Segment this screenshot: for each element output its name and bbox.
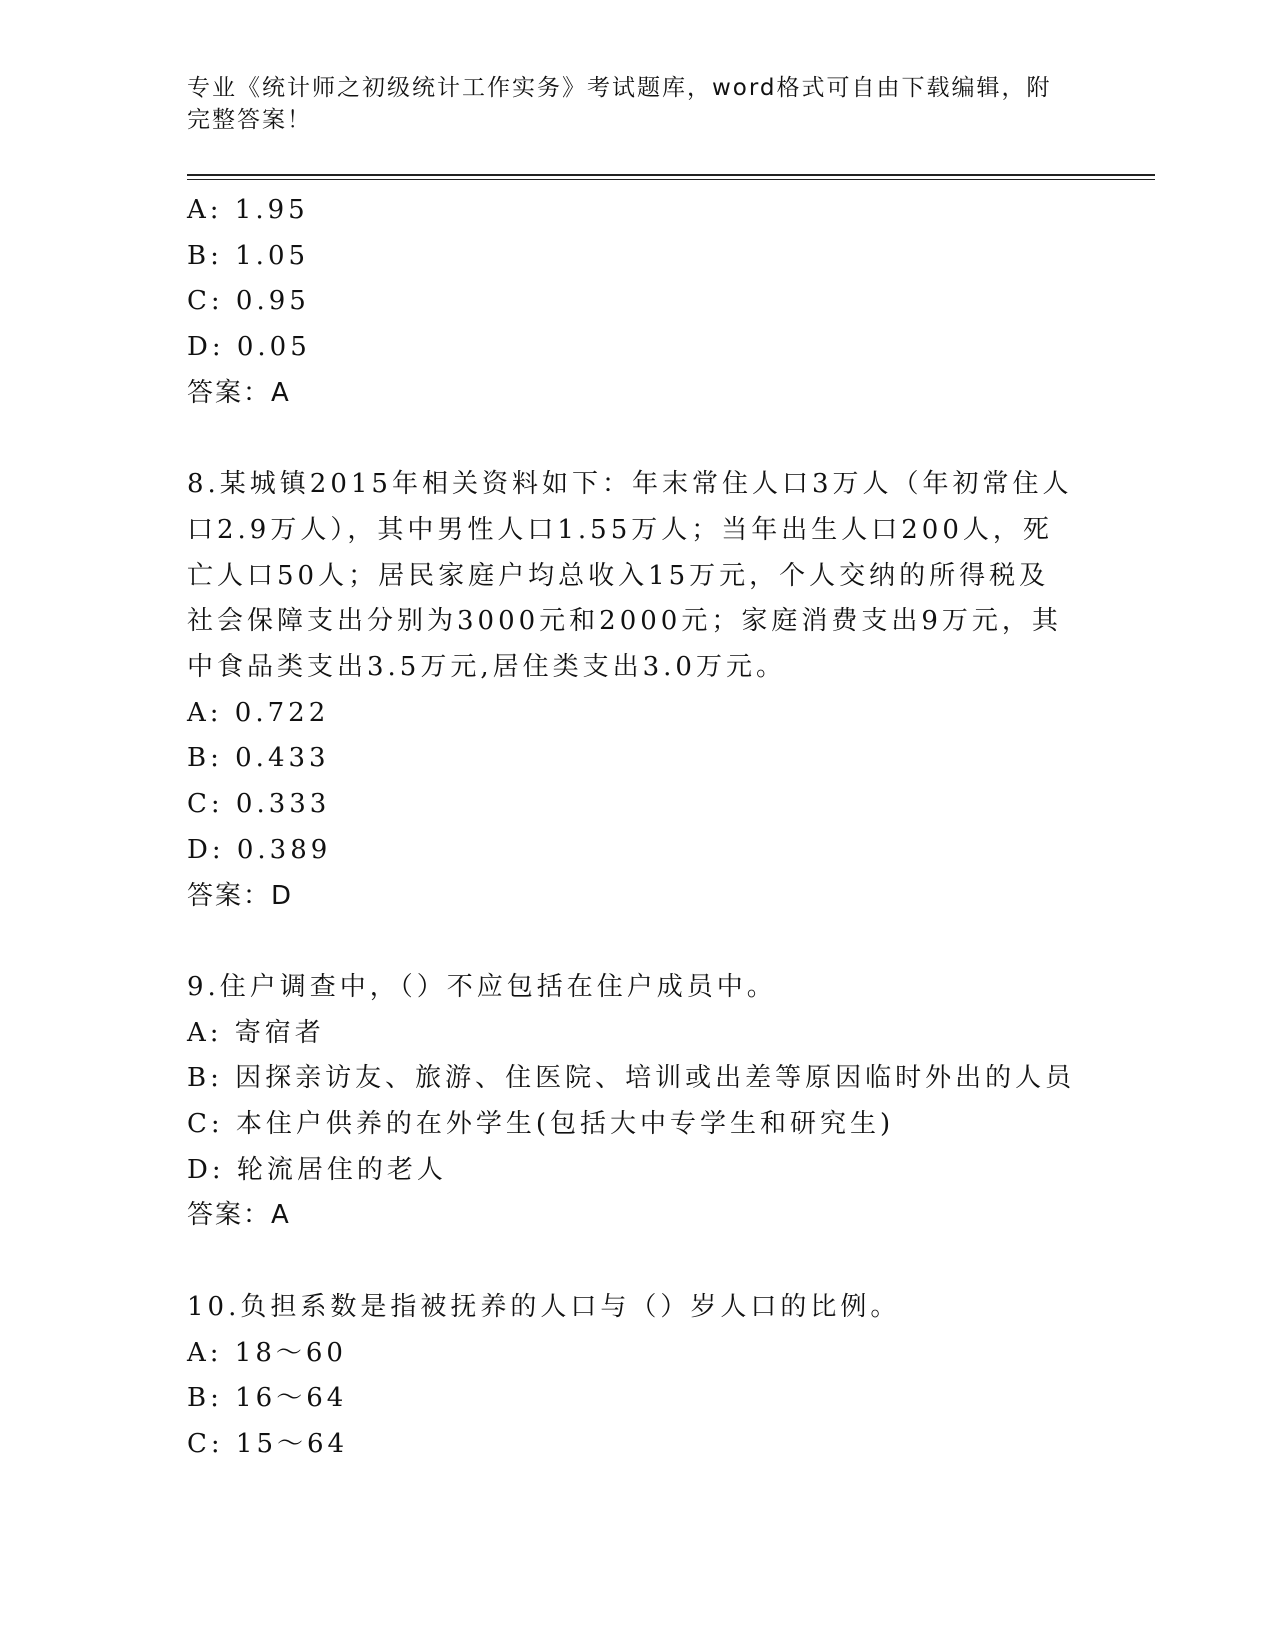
answer-line: 答案：A [187, 377, 291, 408]
option-c: C: 本住户供养的在外学生(包括大中专学生和研究生) [187, 1109, 895, 1140]
spacer [187, 1239, 1087, 1285]
header-divider-thin [187, 179, 1155, 180]
question-text: 9.住户调查中，（）不应包括在住户成员中。 [187, 971, 777, 1002]
option-d: D: 0.05 [187, 332, 311, 363]
option-a: A: 0.722 [187, 697, 330, 728]
option-b: B: 因探亲访友、旅游、住医院、培训或出差等原因临时外出的人员 [187, 1063, 1076, 1094]
header-divider-thick [187, 174, 1155, 176]
option-c: C: 0.95 [187, 286, 310, 317]
document-header: 专业《统计师之初级统计工作实务》考试题库，word格式可自由下载编辑，附完整答案！ [187, 75, 1052, 133]
option-a: A: 寄宿者 [187, 1017, 325, 1048]
option-a: A: 18～60 [187, 1337, 347, 1368]
answer-line: 答案：D [187, 880, 294, 911]
question-list [187, 188, 1087, 1468]
question-block-8 [187, 462, 1087, 919]
option-c: C: 15～64 [187, 1428, 349, 1459]
question-text: 8.某城镇2015年相关资料如下：年末常住人口3万人（年初常住人口2.9万人），其中男性人口1.55万人；当年出生人口200人，死亡人口50人；居民家庭户均总收入15万元，个人交纳的所得税及社会保障支出分别为3000元和2000元；家庭消费支出9万元，其中食品类支出3.5万元,居住类支出3.0万元。 [187, 469, 1073, 683]
option-b: B: 0.433 [187, 743, 330, 774]
option-b: B: 1.05 [187, 240, 310, 271]
spacer [187, 417, 1087, 463]
question-block-7 [187, 188, 1087, 417]
question-block-10 [187, 1285, 1087, 1468]
option-d: D: 轮流居住的老人 [187, 1154, 447, 1185]
spacer [187, 919, 1087, 965]
option-a: A: 1.95 [187, 195, 309, 225]
question-text: 10.负担系数是指被抚养的人口与（）岁人口的比例。 [187, 1291, 901, 1322]
answer-line: 答案：A [187, 1200, 291, 1231]
option-d: D: 0.389 [187, 834, 332, 865]
question-block-9 [187, 965, 1087, 1239]
option-c: C: 0.333 [187, 789, 331, 820]
option-b: B: 16～64 [187, 1383, 348, 1414]
